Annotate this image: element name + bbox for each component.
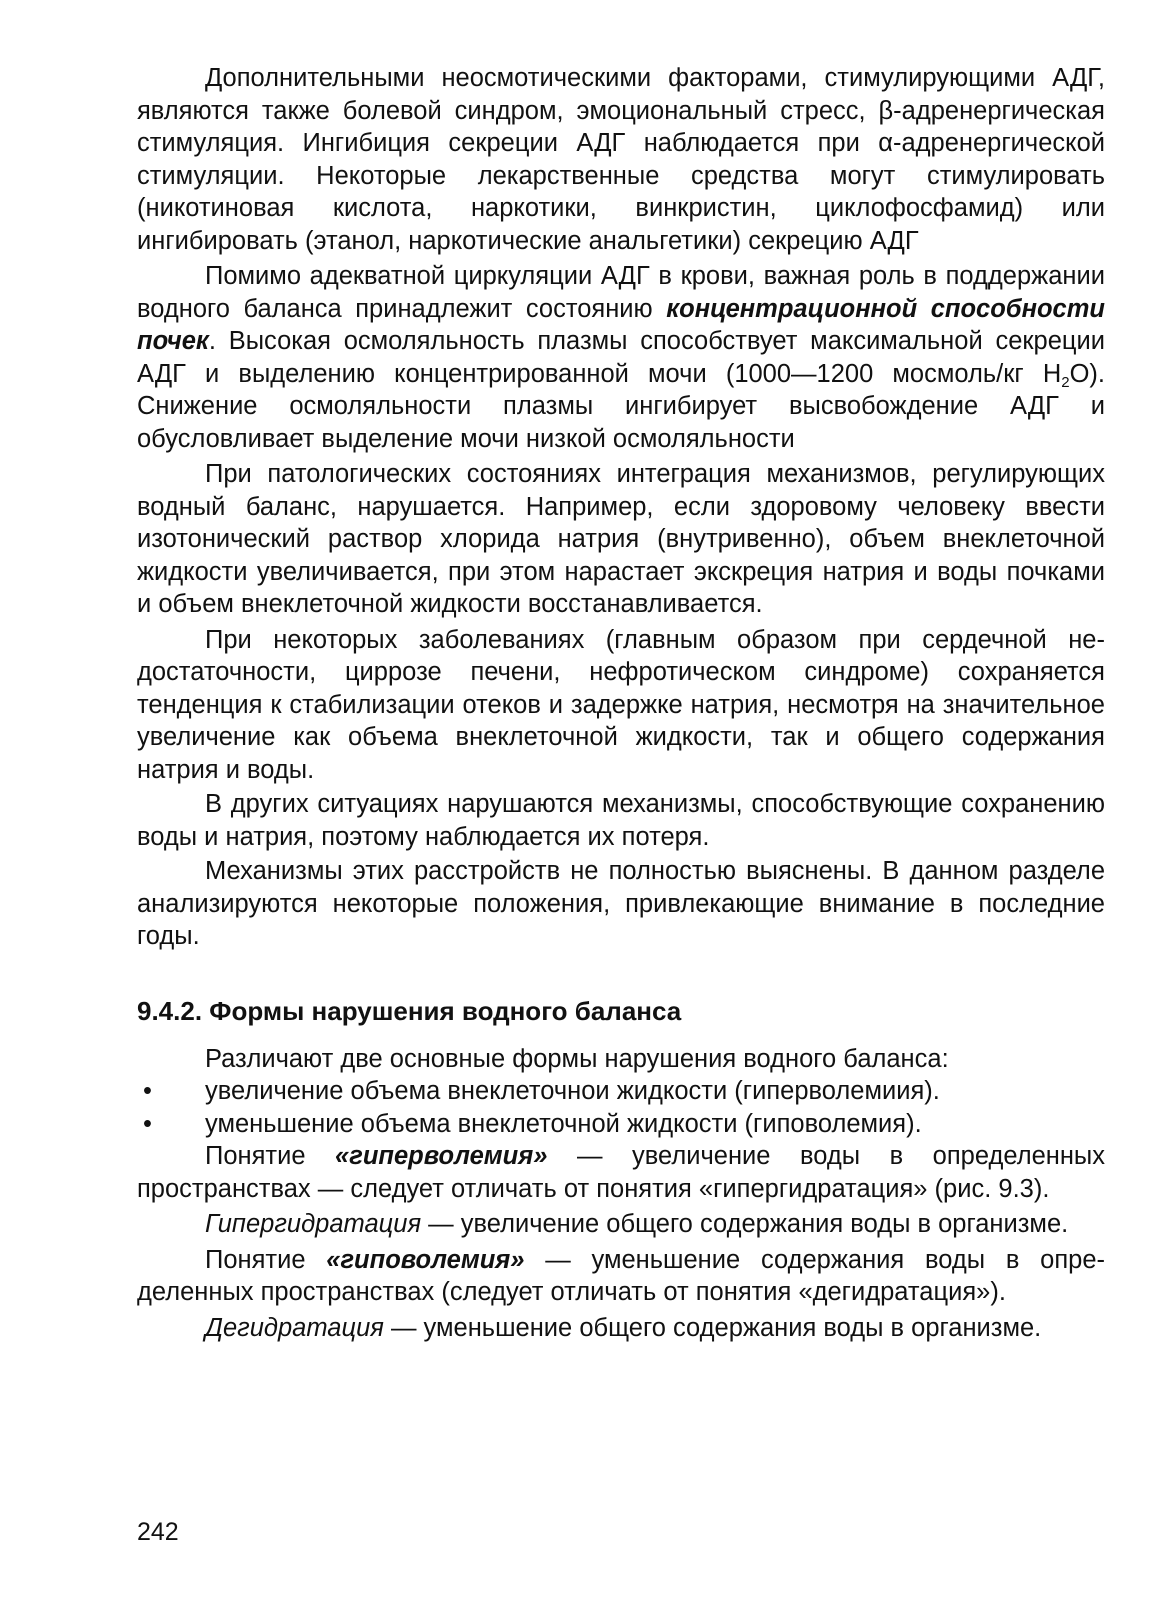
definition-text: — уменьшение общего содержания воды в организме. [383, 1313, 1042, 1342]
defined-term: «гиповолемия» [326, 1245, 525, 1274]
list-item [137, 1075, 1105, 1108]
section-intro: Различают две основные формы нарушения водного баланса: [205, 1044, 949, 1073]
paragraph-pathology: При патологических состояниях интеграция механизмов, регулирующих водный баланс, нарушается. Например, если здоровому человеку ввести изотонический раствор хлорида натрия (внутривенно), объем внеклеточной жидкости увеличивается, при этом нарастает экскреция натрия и воды почками и объем внеклеточной жидкости восстанавливается. [137, 460, 1105, 618]
paragraph-text: О). Снижение осмоляльности плазмы ингибирует высвобождение АДГ и обусловливает выделение мочи низкой осмоляльности [137, 359, 1105, 453]
emphasis-term: концентрационной способности почек [137, 294, 1105, 355]
paragraph-mechanisms: Механизмы этих расстройств не полностью выяснены. В данном разделе анализируются некоторые положения, привлекающие внимание в последние годы. [137, 857, 1105, 950]
definition-text: Понятие [205, 1245, 327, 1274]
page-body [137, 62, 1105, 1562]
definition-hypovolemia [137, 1244, 1105, 1309]
list-item-text: уменьшение объема внеклеточной жидкости (гиповолемия). [205, 1109, 922, 1138]
definition-dehydration [137, 1312, 1105, 1345]
paragraph-adh-stimulation: Дополнительными неосмотическими факторами, стимулирующими АДГ, являются также болевой синдром, эмоциональный стресс, β-адренергическая стимуляция. Ингибиция секреции АДГ наблюдается при α-адренергической стимуляции. Некоторые лекарственные средства могут стимулировать (никотиновая кислота, наркотики, винкристин, циклофосфамид) или ингибировать (этанол, наркотические анальгетики) секрецию АДГ [137, 64, 1105, 255]
paragraph-diseases: При некоторых заболеваниях (главным образом при сердечной недостаточности, циррозе печени, нефротическом синдроме) сохраняется тенденция к стабилизации отеков и задержке натрия, несмотря на значительное увеличение как объема внеклеточной жидкости, так и общего содержания натрия и воды. [137, 625, 1105, 784]
paragraph-other-situations: В других ситуациях нарушаются механизмы, способствующие сохранению воды и натрия, поэтому наблюдается их потеря. [137, 790, 1105, 851]
bullet-icon: • [143, 1109, 152, 1138]
definition-hyperhydration [137, 1208, 1105, 1241]
subscript: 2 [1061, 373, 1070, 391]
paragraph-kidney-concentration [137, 260, 1105, 455]
defined-term: «гиперволемия» [335, 1142, 548, 1170]
bullet-list [137, 1075, 1105, 1140]
definition-text: — уменьшение содержания воды в определенных пространствах (следует отличать от понятия «дегидратация»). [137, 1245, 1105, 1306]
list-item-text: увеличение объема внеклеточнои жидкости (гиперволемиия). [205, 1077, 940, 1105]
definition-text: — увеличение воды в определенных пространствах — следует отличать от понятия «гипергидратация» (рис. 9.3). [137, 1142, 1105, 1203]
definition-text: — увеличение общего содержания воды в организме. [421, 1210, 1069, 1238]
paragraph-text: . Высокая осмоляльность плазмы способствует максимальной секреции АДГ и выделению концентрированной мочи (1000—1200 мосмоль/кг Н [137, 327, 1105, 388]
definition-hypervolemia [137, 1140, 1105, 1205]
page-number: 242 [137, 1518, 179, 1546]
defined-term: Дегидратация [205, 1313, 384, 1342]
definition-text: Понятие [205, 1142, 336, 1170]
section-heading: 9.4.2. Формы нарушения водного баланса [137, 995, 682, 1026]
defined-term: Гипергидратация [205, 1210, 422, 1238]
list-item [137, 1108, 1105, 1141]
bullet-icon: • [143, 1077, 152, 1105]
paragraph-text: Помимо адекватной циркуляции АДГ в крови, важная роль в поддержании водного баланса принадлежит состоянию [137, 262, 1105, 323]
